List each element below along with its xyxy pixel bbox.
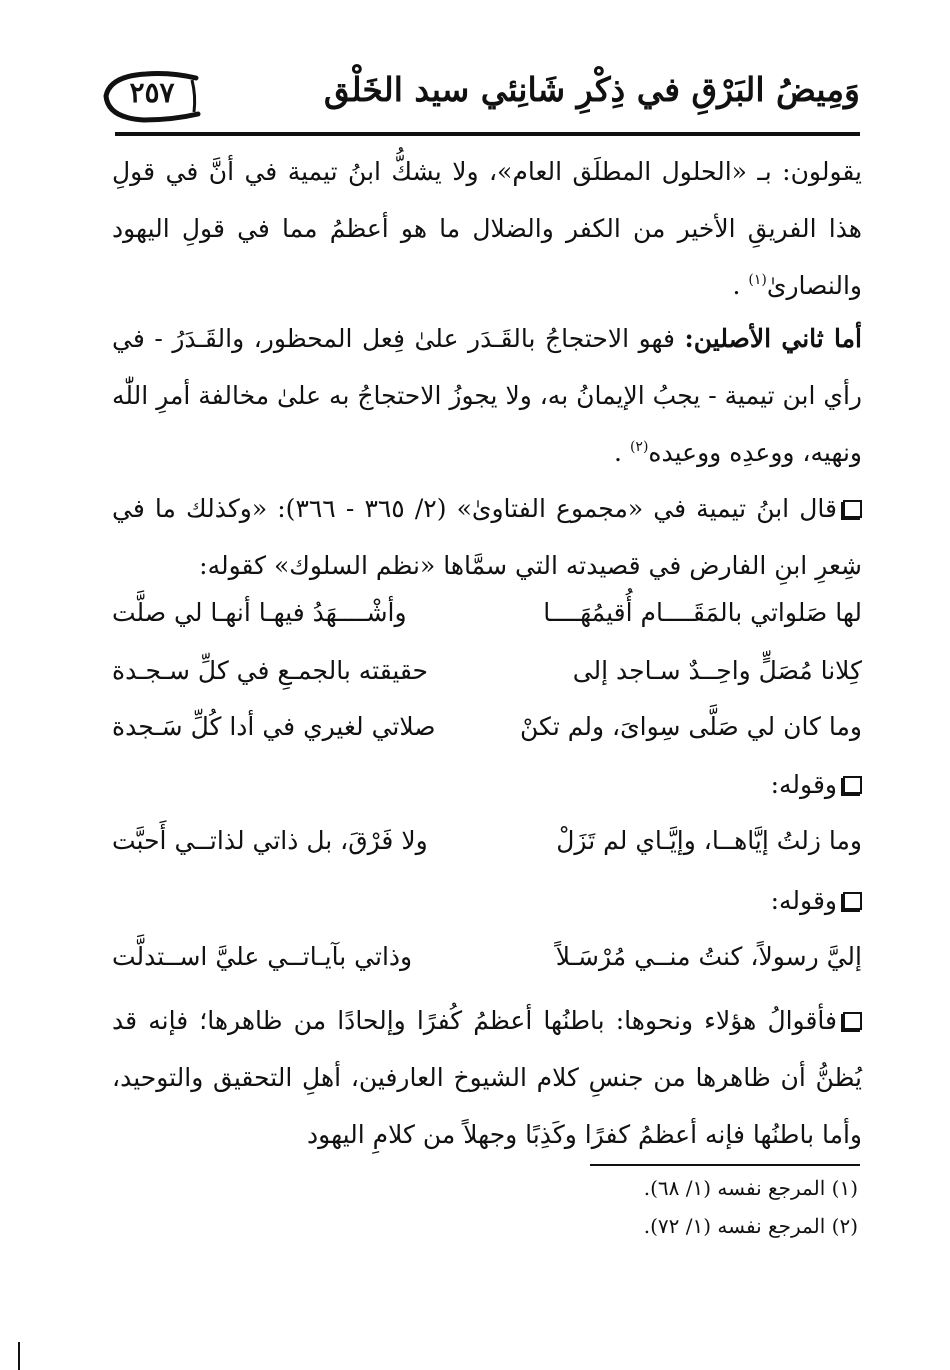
paragraph-2-text: فهو الاحتجاجُ بالقَـدَر علىٰ فِعل المحظور، والقَـدَرُ - في رأي ابن تيمية - يجبُ الإيمانُ به، ولا يجوزُ الاحتجاجُ به علىٰ مخالفة أمرِ اللّٰه ونهيه، ووعدِه ووعيده xyxy=(112,324,862,467)
header-rule xyxy=(115,132,860,136)
page-number: ٢٥٧ xyxy=(129,76,175,109)
book-title: وَمِيضُ البَرْقِ في ذِكْرِ شَانِئي سيد الخَلْق xyxy=(323,70,860,109)
paragraph-4 xyxy=(112,992,862,1163)
section-box-icon xyxy=(843,1012,862,1030)
footnote-2: (٢) المرجع نفسه (١/ ٧٢). xyxy=(643,1214,858,1238)
footnote-1: (١) المرجع نفسه (١/ ٦٨). xyxy=(643,1176,858,1200)
verse-second-hemistich: حقيقته بالجمـعِ في كلِّ سـجـدة xyxy=(112,656,429,685)
footnote-ref-1: (١) xyxy=(748,272,767,288)
verse-second-hemistich: صلاتي لغيري في أدا كُلِّ سَـجدة xyxy=(112,712,436,741)
paragraph-2 xyxy=(112,310,862,481)
verse-line xyxy=(112,826,862,876)
paragraph-2-end: . xyxy=(614,438,630,467)
footnote-rule xyxy=(590,1164,860,1166)
section-box-icon xyxy=(843,776,862,794)
page-header xyxy=(100,62,860,132)
paragraph-4-text: فأقوالُ هؤلاء ونحوها: باطنُها أعظمُ كُفرًا وإلحادًا من ظاهرها؛ فإنه قد يُظنُّ أن ظاهرها من جنسِ كلام الشيوخ العارفين، أهلِ التحقيق والتوحيد، وأما باطنُها فإنه أعظمُ كفرًا وكَذِبًا وجهلاً من كلامِ اليهود xyxy=(112,1006,862,1149)
verse-second-hemistich: وذاتي بآيـاتــي عليَّ اســتدلَّت xyxy=(112,942,413,971)
paragraph-3 xyxy=(112,480,862,594)
footnote-ref-2: (٢) xyxy=(629,439,649,455)
verse-line xyxy=(112,656,862,706)
verse-line xyxy=(112,598,862,648)
paragraph-2-lead: أما ثاني الأصلين: xyxy=(684,324,863,353)
verse-first-hemistich: وما كان لي صَلَّى سِواىَ، ولم تكنْ xyxy=(519,712,862,741)
section-box-icon xyxy=(843,500,862,518)
paragraph-1-end: . xyxy=(732,271,749,300)
verse-label: وقوله: xyxy=(771,770,862,799)
page-number-badge xyxy=(100,68,202,124)
verse-second-hemistich: وأشْــــهَدُ فيهـا أنهـا لي صلَّت xyxy=(112,598,407,627)
verse-second-hemistich: ولا فَرْقَ، بل ذاتي لذاتــي أَحبَّت xyxy=(112,826,428,855)
verse-line xyxy=(112,712,862,762)
paragraph-1-text: يقولون: بـ «الحلول المطلَق العام»، ولا يشكُّ ابنُ تيمية في أنَّ في قولِ هذا الفريقِ الأخير من الكفر والضلال ما هو أعظمُ مما في قولِ اليهود والنصارىٰ xyxy=(112,157,862,300)
scan-margin-mark xyxy=(18,1342,20,1370)
verse-first-hemistich: لها صَلواتي بالمَقَــــام أُقيمُهَــــا xyxy=(543,598,862,627)
verse-first-hemistich: كِلانا مُصَلٍّ واحِــدٌ سـاجد إلى xyxy=(572,656,862,685)
paragraph-3-text: قال ابنُ تيمية في «مجموع الفتاوىٰ» (٢/ ٣٦٥ - ٣٦٦): «وكذلك ما في شِعرِ ابنِ الفارض في قصيدته التي سمَّاها «نظم السلوك» كقوله: xyxy=(112,494,862,580)
verse-first-hemistich: وما زلتُ إيَّاهــا، وإيَّـاي لم تَزَلْ xyxy=(556,826,862,855)
verse-label: وقوله: xyxy=(771,886,862,915)
section-box-icon xyxy=(843,892,862,910)
verse-first-hemistich: إليَّ رسولاً، كنتُ منــي مُرْسَـلاً xyxy=(555,942,862,971)
verse-line xyxy=(112,942,862,992)
paragraph-1 xyxy=(112,143,862,314)
